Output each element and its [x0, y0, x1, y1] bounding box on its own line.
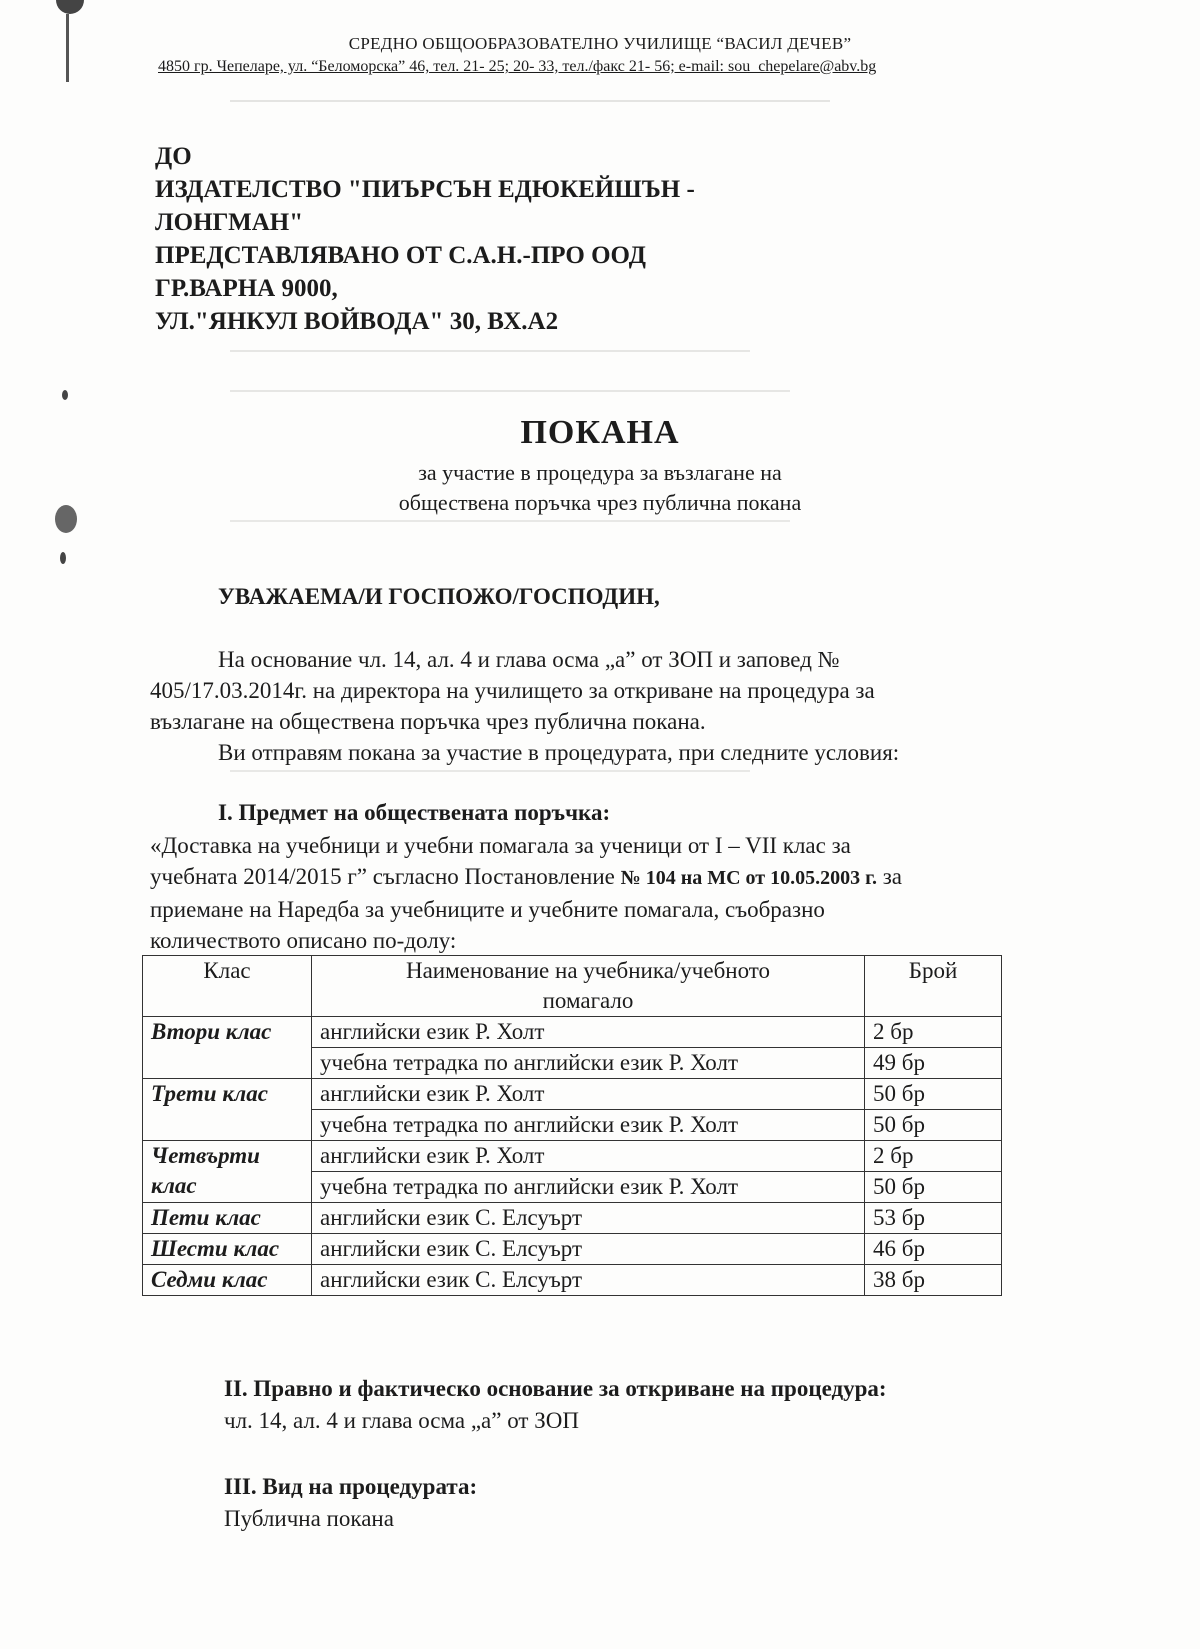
recipient-line: УЛ."ЯНКУЛ ВОЙВОДА" 30, ВХ.А2	[155, 308, 559, 335]
item-qty: 2 бр	[865, 1017, 1002, 1048]
class-cell: Пети клас	[143, 1203, 312, 1234]
header-qty: Брой	[865, 956, 1002, 1017]
school-address: 4850 гр. Чепеларе, ул. “Беломорска” 46, тел. 21- 25; 20- 33, тел./факс 21- 56; e-mail: sou_chepelare@abv.bg	[158, 58, 877, 75]
salutation: УВАЖАЕМА/И ГОСПОЖО/ГОСПОДИН,	[218, 584, 660, 609]
intro-line: Ви отправям покана за участие в процедурата, при следните условия:	[218, 740, 900, 765]
header-class: Клас	[143, 956, 312, 1017]
table-header-row	[143, 956, 1002, 1017]
intro-line: На основание чл. 14, ал. 4 и глава осма „а” от ЗОП и заповед №	[218, 647, 840, 672]
document-title: ПОКАНА	[520, 414, 680, 451]
class-cell: Втори клас	[143, 1017, 312, 1079]
textbook-table	[142, 955, 1002, 1296]
item-name: английски език С. Елсуърт	[312, 1203, 865, 1234]
recipient-line: ПРЕДСТАВЛЯВАНО ОТ С.А.Н.-ПРО ООД	[155, 242, 646, 269]
item-name: английски език Р. Холт	[312, 1141, 865, 1172]
intro-line: възлагане на обществена поръчка чрез публична покана.	[150, 709, 706, 734]
scan-mark	[56, 0, 84, 14]
table-row	[143, 1234, 1002, 1265]
class-cell: Трети клас	[143, 1079, 312, 1141]
recipient-line: ДО	[155, 143, 192, 170]
table-row	[143, 1203, 1002, 1234]
section2-heading: II. Правно и фактическо основание за откриване на процедура:	[224, 1376, 887, 1401]
school-name: СРЕДНО ОБЩООБРАЗОВАТЕЛНО УЧИЛИЩЕ “ВАСИЛ ДЕЧЕВ”	[348, 34, 852, 53]
class-cell: Седми клас	[143, 1265, 312, 1296]
recipient-line: ГР.ВАРНА 9000,	[155, 275, 338, 302]
item-qty: 49 бр	[865, 1048, 1002, 1079]
bleed-through-artifact	[230, 520, 790, 528]
section3-heading: III. Вид на процедурата:	[224, 1474, 478, 1499]
item-qty: 38 бр	[865, 1265, 1002, 1296]
bleed-through-artifact	[230, 770, 750, 778]
scan-mark	[62, 390, 68, 400]
recipient-line: ЛОНГМАН"	[155, 209, 304, 236]
table-row	[143, 1141, 1002, 1172]
class-cell: Шести клас	[143, 1234, 312, 1265]
subtitle-line: за участие в процедура за възлагане на	[418, 460, 782, 485]
document-subtitle	[0, 458, 1200, 518]
table-row	[143, 1265, 1002, 1296]
item-name: учебна тетрадка по английски език Р. Холт	[312, 1048, 865, 1079]
subtitle-line: обществена поръчка чрез публична покана	[398, 490, 802, 515]
item-qty: 2 бр	[865, 1141, 1002, 1172]
header-name-line: Наименование на учебника/учебното	[405, 958, 771, 983]
item-qty: 46 бр	[865, 1234, 1002, 1265]
table-row	[143, 1017, 1002, 1048]
bleed-through-artifact	[230, 100, 830, 108]
item-qty: 53 бр	[865, 1203, 1002, 1234]
decree-reference: № 104 на МС от 10.05.2003 г.	[620, 867, 877, 889]
section1-text-part: за	[882, 864, 902, 889]
item-name: учебна тетрадка по английски език Р. Холт	[312, 1172, 865, 1203]
section1-text	[150, 830, 1060, 956]
recipient-line: ИЗДАТЕЛСТВО "ПИЪРСЪН ЕДЮКЕЙШЪН -	[155, 176, 695, 203]
header-name-line: помагало	[542, 988, 634, 1013]
section2-text: чл. 14, ал. 4 и глава осма „а” от ЗОП	[224, 1408, 579, 1433]
class-cell: Четвърти клас	[143, 1141, 312, 1203]
item-name: английски език Р. Холт	[312, 1017, 865, 1048]
section1-text-part: учебната 2014/2015 г” съгласно Постановление	[150, 864, 615, 889]
item-qty: 50 бр	[865, 1110, 1002, 1141]
item-qty: 50 бр	[865, 1172, 1002, 1203]
section1-line	[150, 861, 1060, 894]
section1-line: «Доставка на учебници и учебни помагала за ученици от I – VII клас за	[150, 833, 851, 858]
section1-heading: I. Предмет на обществената поръчка:	[218, 800, 611, 825]
bleed-through-artifact	[230, 390, 790, 398]
bleed-through-artifact	[230, 350, 750, 358]
scan-mark	[60, 552, 66, 564]
intro-paragraphs	[150, 644, 1050, 768]
table-row	[143, 1079, 1002, 1110]
recipient-address	[155, 140, 695, 338]
header-name	[312, 956, 865, 1017]
item-name: английски език С. Елсуърт	[312, 1234, 865, 1265]
section3-text: Публична покана	[224, 1506, 394, 1531]
item-name: английски език С. Елсуърт	[312, 1265, 865, 1296]
item-name: учебна тетрадка по английски език Р. Холт	[312, 1110, 865, 1141]
section1-line: приемане на Наредба за учебниците и учебните помагала, съобразно	[150, 897, 825, 922]
item-name: английски език Р. Холт	[312, 1079, 865, 1110]
item-qty: 50 бр	[865, 1079, 1002, 1110]
section1-line: количеството описано по-долу:	[150, 928, 457, 953]
intro-line: 405/17.03.2014г. на директора на училището за откриване на процедура за	[150, 678, 875, 703]
